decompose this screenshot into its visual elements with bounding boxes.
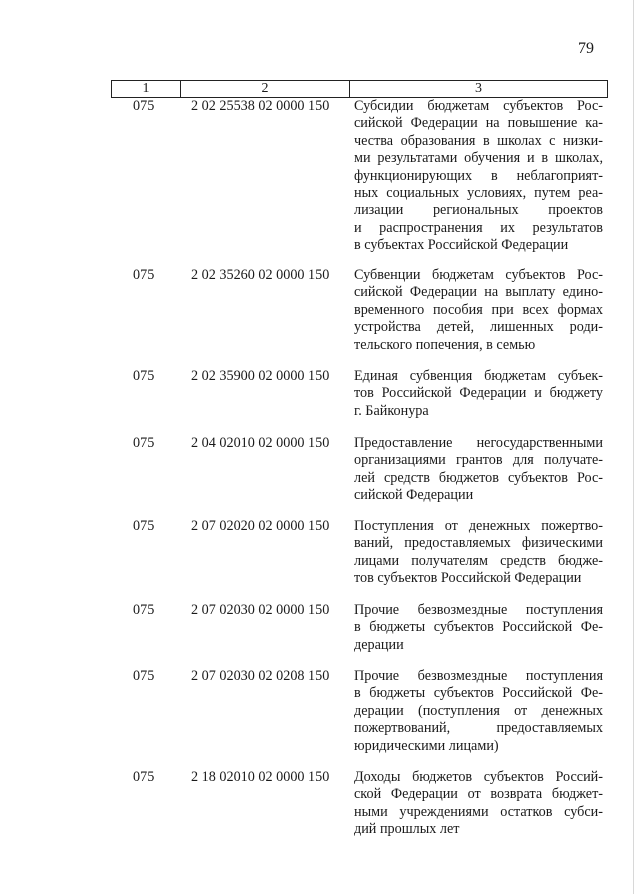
admin-code-cell: 075 [133, 668, 155, 684]
budget-code-cell: 2 07 02030 02 0000 150 [191, 602, 330, 618]
income-name-line: ными учреждениями остатков субси- [354, 803, 603, 820]
budget-code-cell: 2 07 02030 02 0208 150 [191, 668, 330, 684]
income-name-cell [354, 602, 603, 654]
income-name-line: в бюджеты субъектов Российской Фе- [354, 685, 603, 702]
income-name-line: ваний, предоставляемых физическими [354, 535, 603, 552]
admin-code-cell: 075 [133, 98, 155, 114]
income-name-line: сийской Федерации [354, 487, 474, 504]
income-name-line: сийской Федерации на выплату едино- [354, 284, 603, 301]
income-name-line: и распространения их результатов [354, 219, 603, 236]
income-name-cell [354, 267, 603, 354]
income-name-line: сийской Федерации на повышение ка- [354, 115, 603, 132]
income-name-line: Прочие безвозмездные поступления [354, 668, 603, 684]
income-name-line: дерации (поступления от денежных [354, 702, 603, 719]
income-name-line: лизации региональных проектов [354, 202, 603, 219]
income-name-cell [354, 98, 603, 255]
income-name-line: лей средств бюджетов субъектов Рос- [354, 469, 603, 486]
income-name-line: Прочие безвозмездные поступления [354, 602, 603, 618]
admin-code-cell: 075 [133, 769, 155, 785]
income-name-line: функционирующих в неблагоприят- [354, 167, 603, 184]
income-name-line: дий прошлых лет [354, 821, 460, 838]
income-name-line: тов субъектов Российской Федерации [354, 570, 582, 587]
income-name-line: устройства детей, лишенных роди- [354, 319, 603, 336]
page-number: 79 [578, 40, 594, 57]
income-name-line: чества образования в школах с низки- [354, 132, 603, 149]
income-name-line: в бюджеты субъектов Российской Фе- [354, 619, 603, 636]
income-name-line: Единая субвенция бюджетам субъек- [354, 368, 603, 384]
income-name-cell [354, 368, 603, 420]
income-name-line: тельского попечения, в семью [354, 336, 536, 353]
income-name-cell [354, 435, 603, 505]
admin-code-cell: 075 [133, 267, 155, 283]
income-name-line: юридическими лицами) [354, 737, 499, 754]
income-name-line: Субсидии бюджетам субъектов Рос- [354, 98, 603, 114]
income-name-line: пожертвований, предоставляемых [354, 720, 603, 737]
income-name-line: Субвенции бюджетам субъектов Рос- [354, 267, 603, 283]
income-name-line: Поступления от денежных пожертво- [354, 518, 603, 534]
budget-code-cell: 2 02 35900 02 0000 150 [191, 368, 330, 384]
income-name-line: ных социальных условиях, путем реа- [354, 184, 603, 201]
income-name-line: Предоставление негосударственными [354, 435, 603, 451]
income-name-line: тов Российской Федерации и бюджету [354, 385, 603, 402]
income-name-line: г. Байконура [354, 402, 429, 419]
income-name-line: ской Федерации от возврата бюджет- [354, 786, 603, 803]
table-header [111, 80, 608, 98]
budget-code-cell: 2 02 25538 02 0000 150 [191, 98, 330, 114]
income-name-cell [354, 518, 603, 588]
header-col-3: 3 [475, 81, 482, 96]
admin-code-cell: 075 [133, 435, 155, 451]
page-edge-line [633, 0, 634, 894]
budget-code-cell: 2 04 02010 02 0000 150 [191, 435, 330, 451]
income-name-line: лицами получателям средств бюдже- [354, 552, 603, 569]
income-name-line: организациями грантов для получате- [354, 452, 603, 469]
budget-code-cell: 2 07 02020 02 0000 150 [191, 518, 330, 534]
admin-code-cell: 075 [133, 602, 155, 618]
header-col-2: 2 [181, 81, 350, 97]
income-name-line: в субъектах Российской Федерации [354, 237, 569, 254]
income-name-line: Доходы бюджетов субъектов Россий- [354, 769, 603, 785]
income-name-line: ми результатами обучения и в школах, [354, 150, 603, 167]
admin-code-cell: 075 [133, 518, 155, 534]
budget-code-cell: 2 02 35260 02 0000 150 [191, 267, 330, 283]
income-name-line: дерации [354, 636, 404, 653]
income-name-line: временного пособия при всех формах [354, 301, 603, 318]
income-name-cell [354, 668, 603, 755]
budget-code-cell: 2 18 02010 02 0000 150 [191, 769, 330, 785]
header-col-1: 1 [112, 81, 181, 97]
income-name-cell [354, 769, 603, 839]
admin-code-cell: 075 [133, 368, 155, 384]
